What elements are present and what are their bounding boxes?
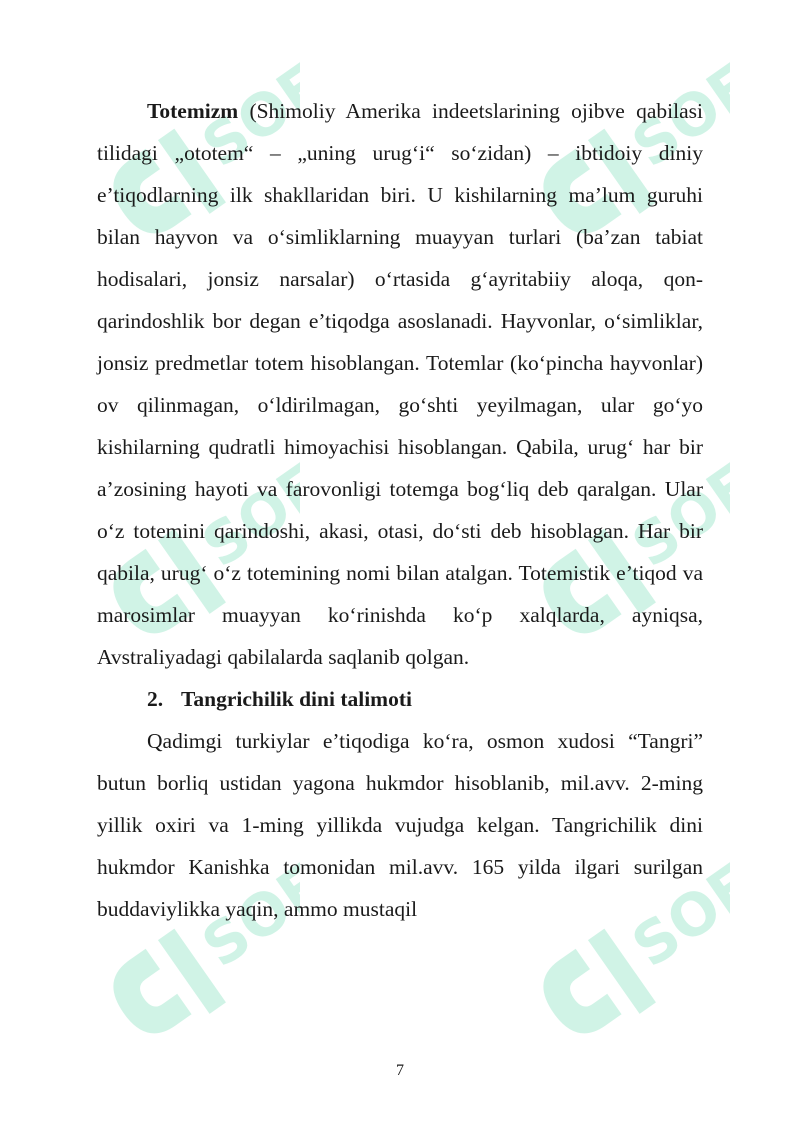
page-number: 7: [396, 1062, 404, 1079]
svg-text:SOFF: SOFF: [190, 827, 300, 981]
svg-text:SOFF: SOFF: [190, 427, 300, 581]
paragraph-totemizm: [97, 90, 703, 678]
svg-text:SOFF: SOFF: [190, 27, 300, 181]
term-totemizm: Totemizm: [147, 99, 239, 123]
paragraph-totemizm-text: (Shimoliy Amerika indeetslarining ojibve qabilasi tilidagi „ototem“ – „uning urug‘i“ so‘zidan) – ibtidoiy diniy e’tiqodlarning ilk shakllaridan biri. U kishilarning ma’lum guruhi bilan hayvon va o‘simliklarning muayyan turlari (ba’zan tabiat hodisalari, jonsiz narsalar) o‘rtasida g‘ayritabiiy aloqa, qon-qarindoshlik bor degan e’tiqodga asoslanadi. Hayvonlar, o‘simliklar, jonsiz predmetlar totem hisoblangan. Totemlar (ko‘pincha hayvonlar) ov qilinmagan, o‘ldirilmagan, go‘shti yeyilmagan, ular go‘yo kishilarning qudratli himoyachisi hisoblangan. Qabila, urug‘ har bir a’zosining hayoti va farovonligi totemga bog‘liq deb qaralgan. Ular o‘z totemini qarindoshi, akasi, otasi, do‘sti deb hisoblagan. Har bir qabila, urug‘ o‘z totemining nomi bilan atalgan. Totemistik e’tiqod va marosimlar muayyan ko‘rinishda ko‘p xalqlarda, ayniqsa, Avstraliyadagi qabilalarda saqlanib qolgan.: [97, 99, 703, 669]
svg-text:SOFF: SOFF: [620, 827, 730, 981]
section-title: Tangrichilik dini talimoti: [181, 687, 412, 711]
svg-text:SOFF: SOFF: [620, 27, 730, 181]
section-heading: [97, 678, 703, 720]
body-text: [97, 90, 703, 930]
svg-text:SOFF: SOFF: [620, 427, 730, 581]
section-number: 2.: [147, 687, 164, 711]
paragraph-tangrichilik: Qadimgi turkiylar e’tiqodiga ko‘ra, osmon xudosi “Tangri” butun borliq ustidan yagona hukmdor hisoblanib, mil.avv. 2-ming yillik oxiri va 1-ming yillikda vujudga kelgan. Tangrichilik dini hukmdor Kanishka tomonidan mil.avv. 165 yilda ilgari surilgan buddaviylikka yaqin, ammo mustaqil: [97, 729, 703, 921]
